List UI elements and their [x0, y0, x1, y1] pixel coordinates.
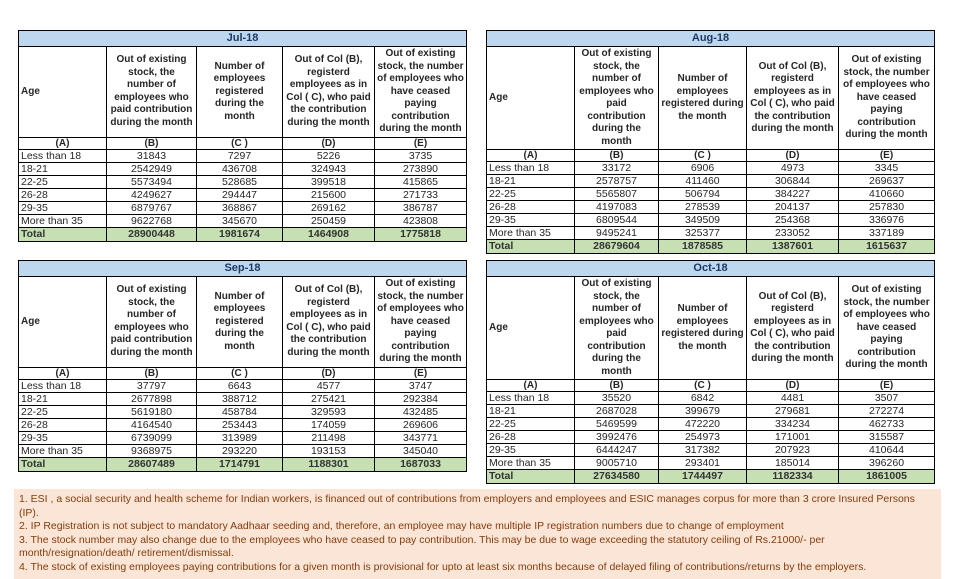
col-label-e: (E) [839, 380, 935, 392]
total-value-cell: 1878585 [659, 240, 747, 254]
age-group-cell: More than 35 [487, 457, 575, 470]
table-row [487, 175, 935, 188]
table-row [19, 188, 467, 201]
value-cell: 329593 [283, 405, 375, 418]
col-label-a: (A) [487, 150, 575, 162]
col-label-c: (C ) [659, 150, 747, 162]
total-value-cell: 1188301 [283, 457, 375, 471]
col-label-b: (B) [107, 367, 197, 379]
age-group-cell: 29-35 [19, 201, 107, 214]
value-cell: 250459 [283, 214, 375, 227]
age-group-cell: More than 35 [19, 214, 107, 227]
col-e-header: Out of existing stock, the number of employees who have ceased paying contribution during the month [375, 47, 467, 138]
value-cell: 337189 [839, 227, 935, 240]
age-group-cell: 29-35 [487, 214, 575, 227]
total-label-cell: Total [19, 227, 107, 241]
value-cell: 9368975 [107, 444, 197, 457]
value-cell: 293401 [659, 457, 747, 470]
value-cell: 2677898 [107, 392, 197, 405]
age-group-cell: 26-28 [487, 201, 575, 214]
value-cell: 410644 [839, 444, 935, 457]
col-b-header: Out of existing stock, the number of employees who paid contribution during the month [107, 277, 197, 368]
age-group-cell: More than 35 [19, 444, 107, 457]
value-cell: 4197083 [575, 201, 659, 214]
total-value-cell: 1861005 [839, 470, 935, 484]
value-cell: 349509 [659, 214, 747, 227]
header-row [19, 277, 467, 368]
value-cell: 334234 [747, 418, 839, 431]
total-value-cell: 1182334 [747, 470, 839, 484]
table-row [19, 431, 467, 444]
header-row [487, 47, 935, 150]
col-c-header: Number of employees registered during the month [659, 277, 747, 380]
age-group-cell: 18-21 [487, 405, 575, 418]
value-cell: 5573494 [107, 175, 197, 188]
table-row [19, 175, 467, 188]
age-group-cell: 22-25 [19, 405, 107, 418]
col-d-header: Out of Col (B), registerd employees as in Col ( C), who paid the contribution during the month [283, 277, 375, 368]
col-label-d: (D) [747, 150, 839, 162]
col-label-d: (D) [747, 380, 839, 392]
value-cell: 6906 [659, 162, 747, 175]
total-value-cell: 1744497 [659, 470, 747, 484]
col-d-header: Out of Col (B), registerd employees as in Col ( C), who paid the contribution during the month [747, 277, 839, 380]
col-label-c: (C ) [197, 137, 283, 149]
age-group-cell: 29-35 [19, 431, 107, 444]
value-cell: 272274 [839, 405, 935, 418]
col-b-header: Out of existing stock, the number of employees who paid contribution during the month [575, 47, 659, 150]
header-row [19, 47, 467, 138]
value-cell: 3507 [839, 392, 935, 405]
total-value-cell: 27634580 [575, 470, 659, 484]
value-cell: 273890 [375, 162, 467, 175]
value-cell: 37797 [107, 379, 197, 392]
value-cell: 313989 [197, 431, 283, 444]
total-value-cell: 1981674 [197, 227, 283, 241]
table-row [487, 444, 935, 457]
month-title: Jul-18 [19, 31, 467, 47]
month-title: Sep-18 [19, 261, 467, 277]
value-cell: 6879767 [107, 201, 197, 214]
value-cell: 292384 [375, 392, 467, 405]
table-row [19, 379, 467, 392]
month-table [486, 30, 935, 254]
value-cell: 6643 [197, 379, 283, 392]
month-title: Aug-18 [487, 31, 935, 47]
value-cell: 253443 [197, 418, 283, 431]
value-cell: 2578757 [575, 175, 659, 188]
total-value-cell: 1687033 [375, 457, 467, 471]
value-cell: 411460 [659, 175, 747, 188]
month-table [486, 260, 935, 484]
value-cell: 7297 [197, 149, 283, 162]
table-row [19, 405, 467, 418]
table-row [487, 201, 935, 214]
value-cell: 9495241 [575, 227, 659, 240]
col-label-b: (B) [575, 380, 659, 392]
header-row [487, 277, 935, 380]
age-group-cell: More than 35 [487, 227, 575, 240]
value-cell: 415865 [375, 175, 467, 188]
value-cell: 410660 [839, 188, 935, 201]
value-cell: 462733 [839, 418, 935, 431]
value-cell: 423808 [375, 214, 467, 227]
value-cell: 399679 [659, 405, 747, 418]
value-cell: 4481 [747, 392, 839, 405]
age-group-cell: 26-28 [19, 188, 107, 201]
col-e-header: Out of existing stock, the number of employees who have ceased paying contribution during the month [839, 47, 935, 150]
value-cell: 6739099 [107, 431, 197, 444]
table-row [487, 162, 935, 175]
value-cell: 6444247 [575, 444, 659, 457]
value-cell: 269606 [375, 418, 467, 431]
total-value-cell: 28900448 [107, 227, 197, 241]
column-label-row [19, 137, 467, 149]
total-row [19, 457, 467, 471]
age-group-cell: 18-21 [487, 175, 575, 188]
value-cell: 293220 [197, 444, 283, 457]
table-row [19, 214, 467, 227]
total-value-cell: 1775818 [375, 227, 467, 241]
age-group-cell: 22-25 [487, 418, 575, 431]
value-cell: 269162 [283, 201, 375, 214]
total-label-cell: Total [19, 457, 107, 471]
column-label-row [487, 150, 935, 162]
table-row [19, 149, 467, 162]
col-label-a: (A) [19, 367, 107, 379]
table-row [487, 188, 935, 201]
month-table [18, 260, 467, 472]
total-value-cell: 28679604 [575, 240, 659, 254]
value-cell: 275421 [283, 392, 375, 405]
value-cell: 254368 [747, 214, 839, 227]
value-cell: 384227 [747, 188, 839, 201]
col-label-e: (E) [375, 137, 467, 149]
column-label-row [487, 380, 935, 392]
value-cell: 207923 [747, 444, 839, 457]
value-cell: 171001 [747, 431, 839, 444]
age-group-cell: Less than 18 [487, 392, 575, 405]
total-value-cell: 28607489 [107, 457, 197, 471]
total-value-cell: 1714791 [197, 457, 283, 471]
col-label-c: (C ) [659, 380, 747, 392]
value-cell: 31843 [107, 149, 197, 162]
value-cell: 35520 [575, 392, 659, 405]
value-cell: 396260 [839, 457, 935, 470]
value-cell: 345670 [197, 214, 283, 227]
value-cell: 269637 [839, 175, 935, 188]
total-label-cell: Total [487, 240, 575, 254]
col-label-e: (E) [375, 367, 467, 379]
table-row [487, 431, 935, 444]
value-cell: 193153 [283, 444, 375, 457]
col-b-header: Out of existing stock, the number of employees who paid contribution during the month [575, 277, 659, 380]
age-column-header: Age [19, 47, 107, 138]
col-c-header: Number of employees registered during the month [197, 47, 283, 138]
col-d-header: Out of Col (B), registerd employees as in Col ( C), who paid the contribution during the month [747, 47, 839, 150]
value-cell: 174059 [283, 418, 375, 431]
month-table [18, 30, 467, 242]
age-group-cell: 29-35 [487, 444, 575, 457]
footnotes-block [14, 489, 941, 579]
total-row [487, 240, 935, 254]
col-c-header: Number of employees registered during the month [659, 47, 747, 150]
value-cell: 9005710 [575, 457, 659, 470]
value-cell: 472220 [659, 418, 747, 431]
value-cell: 4164540 [107, 418, 197, 431]
value-cell: 5619180 [107, 405, 197, 418]
total-value-cell: 1464908 [283, 227, 375, 241]
value-cell: 4973 [747, 162, 839, 175]
age-group-cell: 26-28 [19, 418, 107, 431]
value-cell: 432485 [375, 405, 467, 418]
age-group-cell: Less than 18 [19, 149, 107, 162]
footnote: 1. ESI , a social security and health scheme for Indian workers, is financed out of contributions from employers and employees and ESIC manages corpus for more than 3 crore Insured Persons (IP). [19, 493, 915, 519]
footnote: 2. IP Registration is not subject to mandatory Aadhaar seeding and, therefore, an employee may have multiple IP registration numbers due to change of employment [19, 520, 784, 532]
value-cell: 185014 [747, 457, 839, 470]
value-cell: 325377 [659, 227, 747, 240]
value-cell: 204137 [747, 201, 839, 214]
age-column-header: Age [487, 47, 575, 150]
value-cell: 5565807 [575, 188, 659, 201]
table-row [487, 457, 935, 470]
table-row [19, 162, 467, 175]
total-row [487, 470, 935, 484]
table-row [19, 201, 467, 214]
col-label-c: (C ) [197, 367, 283, 379]
value-cell: 9622768 [107, 214, 197, 227]
value-cell: 315587 [839, 431, 935, 444]
value-cell: 5469599 [575, 418, 659, 431]
value-cell: 317382 [659, 444, 747, 457]
value-cell: 215600 [283, 188, 375, 201]
value-cell: 4577 [283, 379, 375, 392]
table-row [487, 392, 935, 405]
value-cell: 294447 [197, 188, 283, 201]
col-label-b: (B) [107, 137, 197, 149]
value-cell: 336976 [839, 214, 935, 227]
total-value-cell: 1387601 [747, 240, 839, 254]
value-cell: 345040 [375, 444, 467, 457]
value-cell: 233052 [747, 227, 839, 240]
col-label-a: (A) [487, 380, 575, 392]
table-row [19, 444, 467, 457]
value-cell: 436708 [197, 162, 283, 175]
col-label-d: (D) [283, 367, 375, 379]
table-row [487, 405, 935, 418]
value-cell: 368867 [197, 201, 283, 214]
value-cell: 343771 [375, 431, 467, 444]
age-group-cell: Less than 18 [487, 162, 575, 175]
age-group-cell: 22-25 [19, 175, 107, 188]
value-cell: 458784 [197, 405, 283, 418]
col-label-b: (B) [575, 150, 659, 162]
col-c-header: Number of employees registered during the month [197, 277, 283, 368]
age-group-cell: 18-21 [19, 392, 107, 405]
total-label-cell: Total [487, 470, 575, 484]
table-row [19, 418, 467, 431]
value-cell: 2687028 [575, 405, 659, 418]
table-row [487, 418, 935, 431]
value-cell: 528685 [197, 175, 283, 188]
value-cell: 5226 [283, 149, 375, 162]
value-cell: 271733 [375, 188, 467, 201]
value-cell: 388712 [197, 392, 283, 405]
value-cell: 254973 [659, 431, 747, 444]
value-cell: 2542949 [107, 162, 197, 175]
age-group-cell: 22-25 [487, 188, 575, 201]
value-cell: 306844 [747, 175, 839, 188]
col-e-header: Out of existing stock, the number of employees who have ceased paying contribution during the month [375, 277, 467, 368]
value-cell: 3747 [375, 379, 467, 392]
col-d-header: Out of Col (B), registerd employees as in Col ( C), who paid the contribution during the month [283, 47, 375, 138]
value-cell: 278539 [659, 201, 747, 214]
value-cell: 324943 [283, 162, 375, 175]
total-row [19, 227, 467, 241]
age-group-cell: Less than 18 [19, 379, 107, 392]
value-cell: 279681 [747, 405, 839, 418]
table-row [19, 392, 467, 405]
value-cell: 211498 [283, 431, 375, 444]
value-cell: 3735 [375, 149, 467, 162]
value-cell: 386787 [375, 201, 467, 214]
col-e-header: Out of existing stock, the number of employees who have ceased paying contribution during the month [839, 277, 935, 380]
value-cell: 506794 [659, 188, 747, 201]
column-label-row [19, 367, 467, 379]
age-column-header: Age [19, 277, 107, 368]
col-label-d: (D) [283, 137, 375, 149]
table-row [487, 227, 935, 240]
value-cell: 3992476 [575, 431, 659, 444]
age-column-header: Age [487, 277, 575, 380]
value-cell: 6809544 [575, 214, 659, 227]
value-cell: 3345 [839, 162, 935, 175]
value-cell: 6842 [659, 392, 747, 405]
month-title: Oct-18 [487, 261, 935, 277]
value-cell: 4249627 [107, 188, 197, 201]
total-value-cell: 1615637 [839, 240, 935, 254]
value-cell: 399518 [283, 175, 375, 188]
col-label-e: (E) [839, 150, 935, 162]
age-group-cell: 26-28 [487, 431, 575, 444]
table-row [487, 214, 935, 227]
footnote: 3. The stock number may also change due to the employees who have ceased to pay contribution. This may be due to wage exceeding the statutory ceiling of Rs.21000/- per month/resignation/death/ retirement/dismissal. [19, 533, 825, 559]
col-b-header: Out of existing stock, the number of employees who paid contribution during the month [107, 47, 197, 138]
value-cell: 33172 [575, 162, 659, 175]
footnote: 4. The stock of existing employees paying contributions for a given month is provisional for upto at least six months because of delayed filing of contributions/returns by the employers. [19, 560, 867, 573]
value-cell: 257830 [839, 201, 935, 214]
col-label-a: (A) [19, 137, 107, 149]
age-group-cell: 18-21 [19, 162, 107, 175]
